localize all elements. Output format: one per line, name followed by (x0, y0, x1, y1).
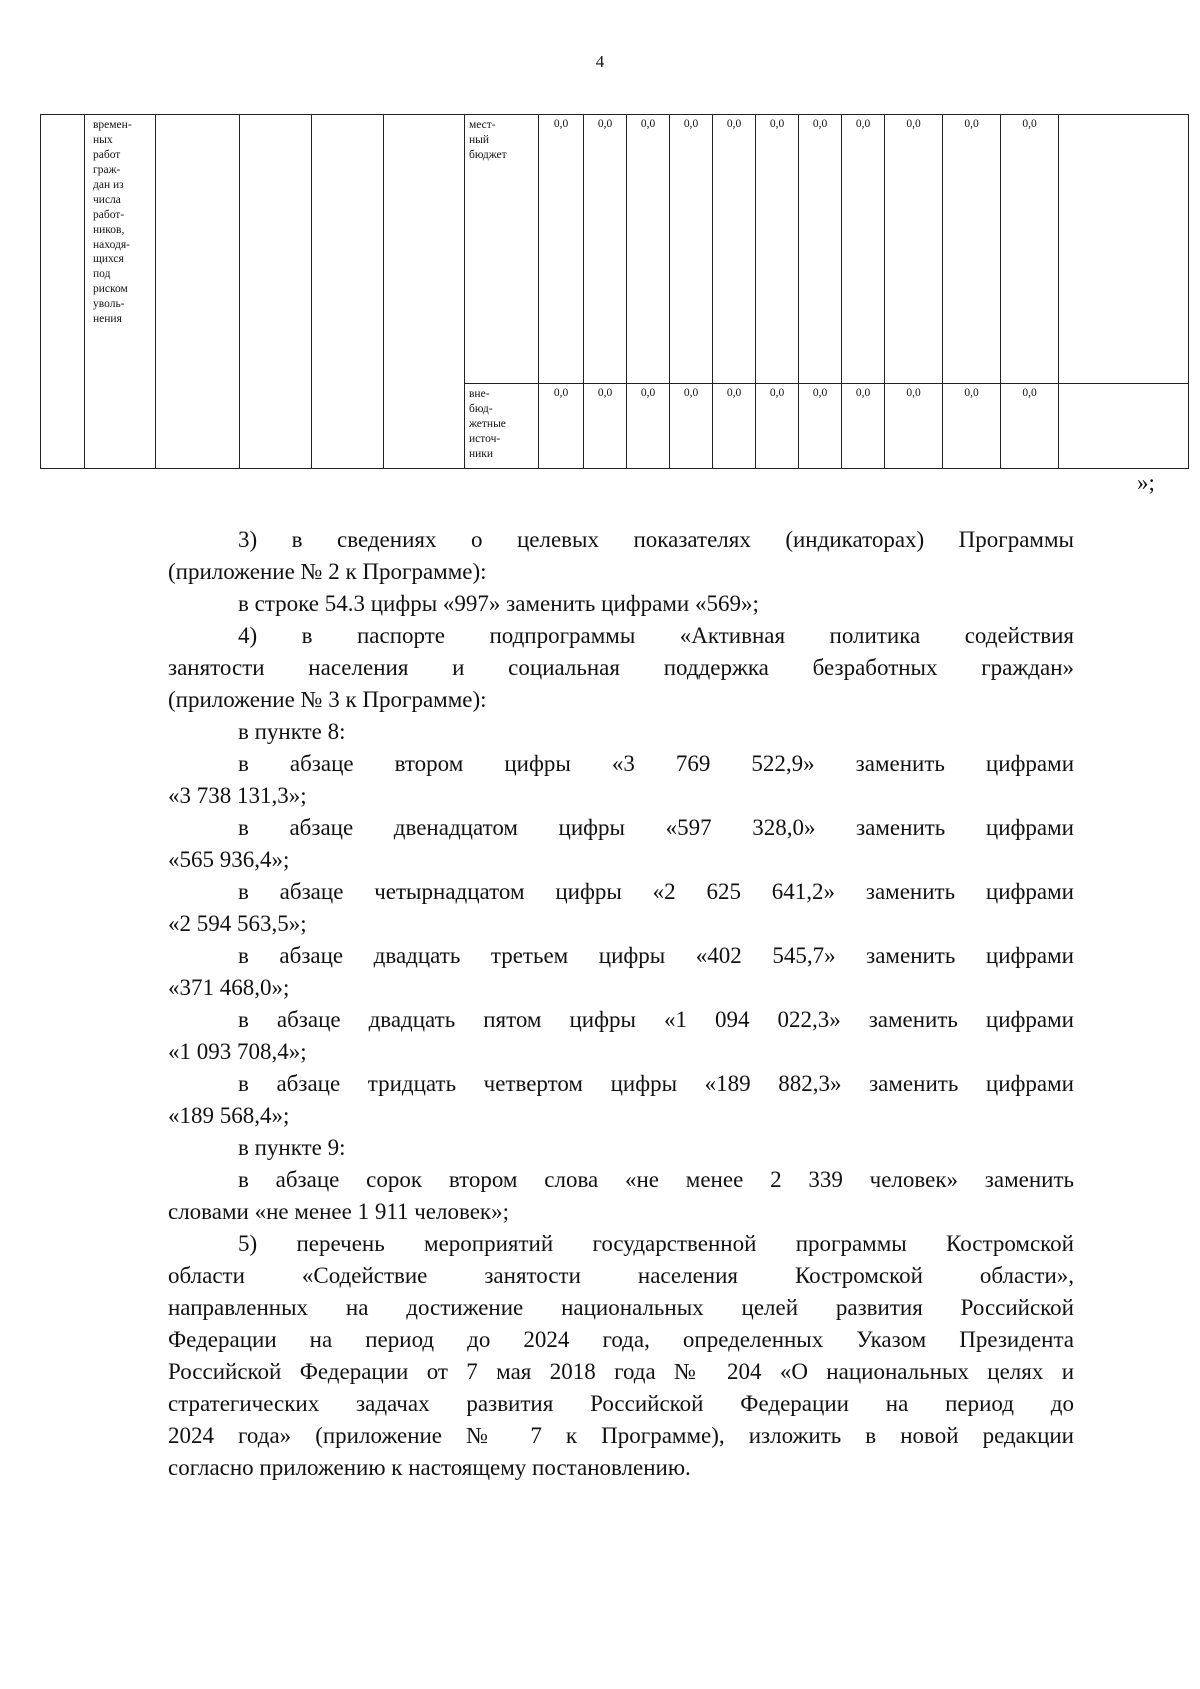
funding-source-line: бюд- (469, 402, 493, 415)
text-line: в абзаце двадцать третьем цифры «402 545,7» заменить цифрами (238, 943, 1074, 968)
text-line: «371 468,0»; (168, 975, 290, 1000)
text-line: «3 738 131,3»; (168, 783, 307, 808)
text-line: в абзаце втором цифры «3 769 522,9» заменить цифрами (238, 751, 1074, 776)
funding-source-line: вне- (469, 388, 490, 400)
text-line: в абзаце тридцать четвертом цифры «189 882,3» заменить цифрами (238, 1071, 1074, 1096)
text-line: области «Содействие занятости населения Костромской области», (168, 1263, 1074, 1288)
value-cell: 0,0 (756, 115, 799, 384)
activity-name-line: ных (93, 133, 113, 146)
funding-source-cell (465, 384, 539, 469)
value-cell: 0,0 (799, 115, 842, 384)
value-cell: 0,0 (670, 115, 713, 384)
text-line: словами «не менее 1 911 человек»; (168, 1199, 509, 1224)
value-cell: 0,0 (539, 384, 584, 469)
activity-name-line: риском (93, 283, 128, 296)
text-line: 2024 года» (приложение № 7 к Программе), изложить в новой редакции (168, 1423, 1074, 1448)
activity-name-line: граж- (93, 163, 121, 176)
text-line: в абзаце двадцать пятом цифры «1 094 022,3» заменить цифрами (238, 1007, 1074, 1032)
funding-source-cell (465, 115, 539, 384)
text-line: занятости населения и социальная поддержка безработных граждан» (168, 655, 1074, 680)
text-line: Федерации на период до 2024 года, определенных Указом Президента (168, 1327, 1074, 1352)
text-line: в абзаце двенадцатом цифры «597 328,0» заменить цифрами (238, 815, 1074, 840)
value-cell: 0,0 (627, 115, 670, 384)
value-cell: 0,0 (885, 115, 943, 384)
empty-cell (41, 115, 85, 469)
value-cell: 0,0 (627, 384, 670, 469)
value-cell: 0,0 (943, 115, 1001, 384)
activity-name-line: числа (93, 193, 121, 206)
value-cell: 0,0 (842, 115, 885, 384)
empty-cell (384, 115, 465, 469)
funding-source-line: источ- (469, 432, 501, 445)
text-line: 5) перечень мероприятий государственной программы Костромской (238, 1231, 1074, 1256)
closing-quote: »; (1137, 470, 1155, 495)
activity-name-cell (85, 115, 156, 469)
text-line: в строке 54.3 цифры «997» заменить цифрами «569»; (238, 591, 759, 616)
activity-name-line: дан из (93, 178, 124, 191)
funding-source-line: жетные (469, 417, 506, 430)
value-cell: 0,0 (885, 384, 943, 469)
value-cell: 0,0 (1001, 384, 1059, 469)
activity-name-line: нения (93, 313, 122, 326)
funding-source-line: ники (469, 447, 494, 460)
text-line: Российской Федерации от 7 мая 2018 года № 204 «О национальных целях и (168, 1359, 1074, 1384)
activity-name-line: щихся (93, 253, 124, 266)
text-line: 4) в паспорте подпрограммы «Активная политика содействия (238, 623, 1074, 648)
page-number: 4 (595, 52, 605, 71)
funding-source-line: бюджет (469, 148, 507, 161)
activity-name-line: под (93, 268, 111, 281)
text-line: «565 936,4»; (168, 847, 290, 872)
activity-name-line: уволь- (93, 298, 125, 311)
text-line: «2 594 563,5»; (168, 911, 307, 936)
text-line: в пункте 8: (238, 719, 346, 744)
amendment-text (168, 524, 1074, 1484)
value-cell: 0,0 (713, 115, 756, 384)
text-line: 3) в сведениях о целевых показателях (индикаторах) Программы (238, 527, 1074, 552)
empty-cell (1059, 115, 1189, 384)
activity-name-line: ников, (93, 223, 125, 236)
value-cell: 0,0 (799, 384, 842, 469)
value-cell: 0,0 (539, 115, 584, 384)
activity-name-line: находя- (93, 238, 130, 251)
text-line: (приложение № 3 к Программе): (168, 687, 487, 712)
table-row (41, 115, 1189, 384)
value-cell: 0,0 (584, 115, 627, 384)
text-line: направленных на достижение национальных целей развития Российской (168, 1295, 1074, 1320)
text-line: согласно приложению к настоящему постановлению. (168, 1455, 691, 1480)
funding-source-line: мест- (469, 119, 496, 131)
empty-cell (1059, 384, 1189, 469)
activity-name-line: времен- (93, 119, 132, 131)
activity-name-line: работ (93, 148, 121, 161)
text-line: «1 093 708,4»; (168, 1039, 307, 1064)
value-cell: 0,0 (842, 384, 885, 469)
text-line: в абзаце четырнадцатом цифры «2 625 641,2» заменить цифрами (238, 879, 1074, 904)
value-cell: 0,0 (670, 384, 713, 469)
text-line: (приложение № 2 к Программе): (168, 559, 487, 584)
empty-cell (240, 115, 312, 469)
text-line: в абзаце сорок втором слова «не менее 2 339 человек» заменить (238, 1167, 1074, 1192)
activity-name-line: работ- (93, 208, 125, 221)
value-cell: 0,0 (584, 384, 627, 469)
value-cell: 0,0 (756, 384, 799, 469)
value-cell: 0,0 (1001, 115, 1059, 384)
funding-source-line: ный (469, 133, 490, 146)
empty-cell (312, 115, 384, 469)
value-cell: 0,0 (943, 384, 1001, 469)
text-line: стратегических задачах развития Российской Федерации на период до (168, 1391, 1074, 1416)
value-cell: 0,0 (713, 384, 756, 469)
text-line: в пункте 9: (238, 1135, 346, 1160)
empty-cell (156, 115, 240, 469)
financing-table (40, 114, 1189, 469)
text-line: «189 568,4»; (168, 1103, 290, 1128)
